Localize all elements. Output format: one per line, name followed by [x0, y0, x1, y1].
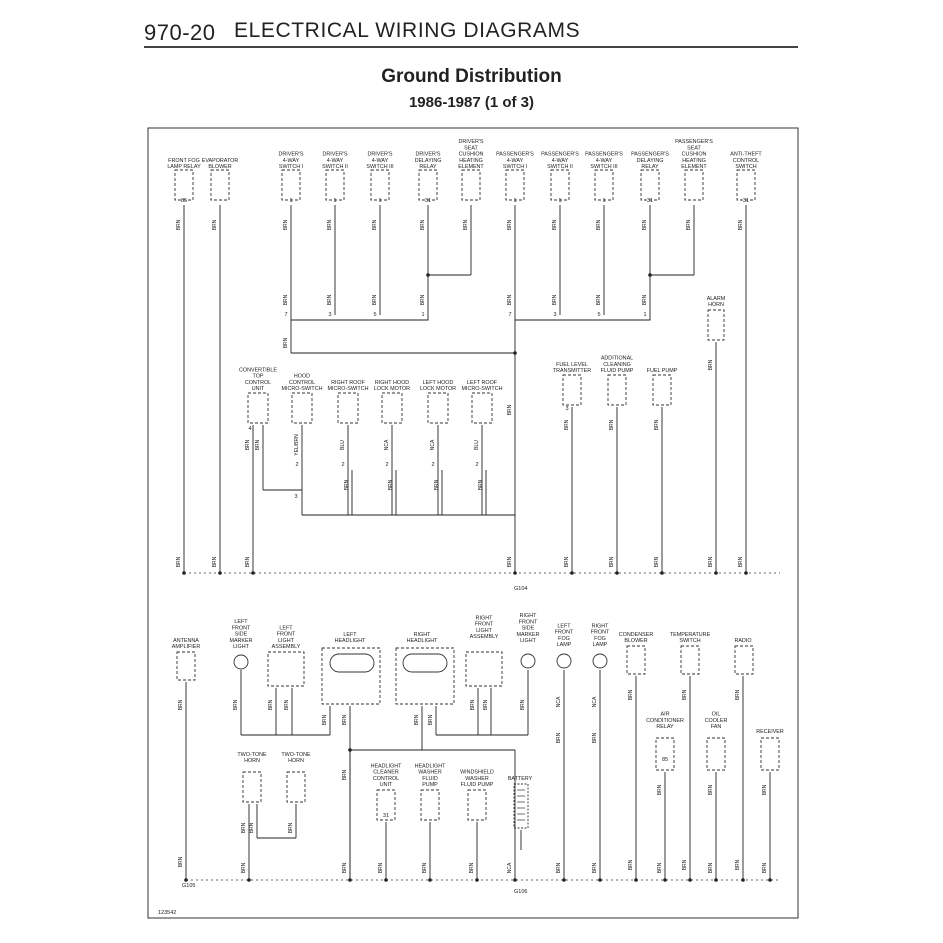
- wire-color-label: NCA: [556, 696, 562, 708]
- mid-component-label: HOOD CONTROL MICRO-SWITCH: [281, 373, 323, 392]
- wire-color-label: BRN: [654, 419, 660, 431]
- ground-terminal: [384, 878, 388, 882]
- ground-terminal: [714, 878, 718, 882]
- wire-color-label: BRN: [327, 219, 333, 231]
- wire-color-label: BRN: [552, 294, 558, 306]
- diagram-subtitle: 1986-1987 (1 of 3): [408, 94, 535, 111]
- junction-dot: [648, 273, 652, 277]
- lamp-symbol: [593, 654, 607, 668]
- wire-color-label: NCA: [592, 696, 598, 708]
- top-component-label: DRIVER'S DELAYING RELAY: [414, 151, 442, 170]
- wire-color-label: BRN: [241, 862, 247, 874]
- wire-color-label: BRN: [552, 219, 558, 231]
- component-box: [287, 772, 305, 802]
- bottom-component-label: TWO-TONE HORN: [237, 751, 267, 764]
- ground-terminal: [428, 878, 432, 882]
- top-component-label: PASSENGER'S 4-WAY SWITCH III: [585, 151, 623, 170]
- junction-dot: [513, 351, 517, 355]
- ground-terminal: [744, 571, 748, 575]
- wire-color-label: BRN: [592, 732, 598, 744]
- lamp-symbol: [521, 654, 535, 668]
- wire-color-label: BRN: [212, 219, 218, 231]
- wire-color-label: BRN: [178, 699, 184, 711]
- ground-terminal: [634, 878, 638, 882]
- wire-color-label: YEL/BRN: [294, 434, 300, 456]
- pin-number: 85: [661, 757, 669, 763]
- wire-color-label: BRN: [463, 219, 469, 231]
- ground-terminal: [714, 571, 718, 575]
- wire-color-label: BRN: [233, 699, 239, 711]
- top-component-label: PASSENGER'S DELAYING RELAY: [631, 151, 669, 170]
- top-component-box: [685, 170, 703, 200]
- wire-color-label: BRN: [642, 294, 648, 306]
- wire-color-label: BRN: [176, 219, 182, 231]
- ground-terminal: [475, 878, 479, 882]
- diagram-frame: [148, 128, 798, 918]
- junction-dot: [348, 748, 352, 752]
- headlight-symbol: [330, 654, 374, 672]
- pin-number: 1: [513, 198, 517, 204]
- diagram-title: Ground Distribution: [381, 66, 562, 87]
- component-box: [681, 646, 699, 674]
- wire-color-label: BRN: [564, 556, 570, 568]
- headlight-symbol: [403, 654, 447, 672]
- wire-color-label: BRN: [592, 862, 598, 874]
- wire-color-label: BRN: [372, 219, 378, 231]
- mid-component-box: [472, 393, 492, 423]
- pin-number: 85: [180, 198, 188, 204]
- ground-terminal: [562, 878, 566, 882]
- ground-g104: G104: [514, 586, 528, 592]
- component-box: [656, 738, 674, 770]
- wire-color-label: BRN: [420, 219, 426, 231]
- mid-component-label: RIGHT HOOD LOCK MOTOR: [373, 379, 411, 392]
- wire-color-label: BRN: [483, 699, 489, 711]
- wire-color-label: BRN: [178, 856, 184, 868]
- component-box: [268, 652, 304, 686]
- bottom-component-label: RADIO: [734, 638, 752, 644]
- top-component-box: [506, 170, 524, 200]
- ground-terminal: [247, 878, 251, 882]
- wire-color-label: BRN: [609, 556, 615, 568]
- ground-g105: G105: [182, 883, 196, 889]
- component-box: [466, 652, 502, 686]
- top-component-label: FRONT FOG LAMP RELAY: [167, 157, 201, 170]
- wire-color-label: BRN: [682, 859, 688, 871]
- component-box: [396, 648, 454, 704]
- top-component-label: DRIVER'S SEAT CUSHION HEATING ELEMENT: [458, 139, 484, 170]
- wire-color-label: NCA: [384, 439, 390, 451]
- top-component-box: [211, 170, 229, 200]
- wire-color-label: BRN: [283, 337, 289, 349]
- top-component-label: EVAPORATOR BLOWER: [201, 157, 239, 170]
- pin-number: 3: [294, 494, 298, 500]
- wire-color-label: BRN: [708, 784, 714, 796]
- pin-number: 2: [385, 462, 389, 468]
- bottom-component-label: BATTERY: [507, 776, 533, 782]
- battery-symbol: [514, 784, 528, 828]
- pin-number: 2: [341, 462, 345, 468]
- wire-color-label: BRN: [469, 862, 475, 874]
- wire-segment: [515, 315, 650, 320]
- mid-component-box: [292, 393, 312, 423]
- page-number: 970-20: [144, 20, 216, 45]
- lamp-symbol: [557, 654, 571, 668]
- top-component-box: [282, 170, 300, 200]
- ground-terminal: [182, 571, 186, 575]
- ground-terminal-g104: [513, 571, 517, 575]
- bottom-component-label: AIR CONDITIONER RELAY: [646, 711, 684, 730]
- ground-terminal: [218, 571, 222, 575]
- wire-color-label: NCA: [430, 439, 436, 451]
- component-box: [735, 646, 753, 674]
- bottom-component-label: RIGHT FRONT FOG LAMP: [590, 623, 610, 648]
- wire-color-label: BRN: [708, 862, 714, 874]
- top-component-label: ANTI-THEFT CONTROL SWITCH: [730, 151, 762, 170]
- wire-color-label: BRN: [738, 219, 744, 231]
- wire-color-label: BRN: [212, 556, 218, 568]
- wire-color-label: BRN: [507, 404, 513, 416]
- pin-number: 31: [424, 198, 432, 204]
- wire-color-label: BRN: [288, 822, 294, 834]
- ground-terminal: [663, 878, 667, 882]
- top-component-label: PASSENGER'S 4-WAY SWITCH I: [496, 151, 534, 170]
- pin-number: 31: [742, 198, 750, 204]
- wire-color-label: BRN: [241, 822, 247, 834]
- pin-number: 4: [248, 426, 252, 432]
- wire-color-label: BRN: [735, 689, 741, 701]
- ground-terminal-g105: [184, 878, 188, 882]
- wire-color-label: BRN: [249, 822, 255, 834]
- ground-terminal: [251, 571, 255, 575]
- wire-color-label: BRN: [414, 714, 420, 726]
- wire-color-label: BRN: [628, 859, 634, 871]
- wire-color-label: BLU: [340, 440, 346, 450]
- wire-color-label: BRN: [556, 862, 562, 874]
- wire-color-label: BRN: [268, 699, 274, 711]
- mid-component-box: [338, 393, 358, 423]
- ground-g106: G106: [514, 889, 528, 895]
- wire-color-label: BRN: [609, 419, 615, 431]
- mid-component-label: FUEL PUMP: [646, 368, 678, 374]
- mid-component-label: ALARM HORN: [706, 295, 726, 308]
- pin-number: 1: [643, 312, 647, 318]
- mid-component-box: [708, 310, 724, 340]
- mid-component-label: LEFT ROOF MICRO-SWITCH: [461, 379, 503, 392]
- pin-number: 3: [328, 312, 332, 318]
- pin-number: 1: [289, 198, 293, 204]
- mid-component-label: LEFT HOOD LOCK MOTOR: [419, 379, 457, 392]
- pin-number: 1: [558, 198, 562, 204]
- figure-code: 123542: [158, 910, 177, 916]
- wire-color-label: BRN: [657, 784, 663, 796]
- ground-terminal: [768, 878, 772, 882]
- wire-color-label: BRN: [596, 294, 602, 306]
- component-box: [707, 738, 725, 770]
- pin-number: 1: [333, 198, 337, 204]
- wire-color-label: BRN: [176, 556, 182, 568]
- bottom-component-label: CONDENSER BLOWER: [618, 631, 654, 644]
- pin-number: 5: [597, 312, 601, 318]
- wire-color-label: BRN: [342, 714, 348, 726]
- pin-number: 2: [431, 462, 435, 468]
- bottom-component-label: ANTENNA AMPLIFIER: [171, 637, 201, 650]
- wire-color-label: BRN: [556, 732, 562, 744]
- component-box: [243, 772, 261, 802]
- mid-component-box: [608, 375, 626, 405]
- wire-color-label: BRN: [283, 219, 289, 231]
- component-box: [761, 738, 779, 770]
- mid-component-label: FUEL LEVEL TRANSMITTER: [552, 361, 592, 374]
- bottom-component-label: HEADLIGHT WASHER FLUID PUMP: [414, 763, 446, 788]
- top-component-box: [551, 170, 569, 200]
- ground-terminal: [570, 571, 574, 575]
- bottom-component-label: LEFT FRONT FOG LAMP: [554, 623, 574, 648]
- mid-component-box: [382, 393, 402, 423]
- pin-number: 1: [421, 312, 425, 318]
- wire-color-label: BRN: [507, 556, 513, 568]
- ground-terminal-g106: [513, 878, 517, 882]
- wire-color-label: BRN: [708, 359, 714, 371]
- wire-color-label: BRN: [470, 699, 476, 711]
- top-component-box: [419, 170, 437, 200]
- pin-number: 31: [646, 198, 654, 204]
- mid-component-box: [653, 375, 671, 405]
- bottom-component-label: TWO-TONE HORN: [281, 751, 311, 764]
- junction-dot: [426, 273, 430, 277]
- mid-component-label: RIGHT ROOF MICRO-SWITCH: [327, 379, 369, 392]
- pin-number: 3: [565, 406, 569, 412]
- wire-color-label: BRN: [507, 219, 513, 231]
- wire-color-label: BRN: [738, 556, 744, 568]
- bottom-component-label: OIL COOLER FAN: [704, 711, 728, 730]
- bottom-component-label: RIGHT FRONT LIGHT ASSEMBLY: [469, 615, 499, 640]
- wire-color-label: BRN: [657, 862, 663, 874]
- wire-color-label: BRN: [372, 294, 378, 306]
- component-box: [468, 790, 486, 820]
- top-component-label: PASSENGER'S SEAT CUSHION HEATING ELEMENT: [675, 139, 713, 170]
- wire-color-label: BRN: [596, 219, 602, 231]
- wire-color-label: BRN: [327, 294, 333, 306]
- top-component-box: [641, 170, 659, 200]
- component-box: [627, 646, 645, 674]
- mid-component-box: [563, 375, 581, 405]
- wire-color-label: BRN: [255, 439, 261, 451]
- wire-color-label: BRN: [654, 556, 660, 568]
- top-component-label: DRIVER'S 4-WAY SWITCH II: [322, 151, 348, 170]
- top-component-label: DRIVER'S 4-WAY SWITCH I: [278, 151, 304, 170]
- mid-component-box: [428, 393, 448, 423]
- bottom-component-label: WINDSHIELD WASHER FLUID PUMP: [460, 769, 494, 788]
- bottom-component-label: RIGHT FRONT SIDE MARKER LIGHT: [516, 613, 540, 644]
- wire-color-label: BRN: [378, 862, 384, 874]
- wire-color-label: BRN: [422, 862, 428, 874]
- top-component-box: [326, 170, 344, 200]
- ground-terminal: [615, 571, 619, 575]
- pin-number: 1: [378, 198, 382, 204]
- wire-color-label: BRN: [420, 294, 426, 306]
- wire-color-label: BRN: [735, 859, 741, 871]
- wire-color-label: BRN: [628, 689, 634, 701]
- top-component-label: PASSENGER'S 4-WAY SWITCH II: [541, 151, 579, 170]
- wire-color-label: BRN: [762, 862, 768, 874]
- top-component-box: [371, 170, 389, 200]
- bottom-component-label: RECEIVER: [756, 729, 784, 735]
- mid-component-label: ADDITIONAL CLEANING FLUID PUMP: [600, 355, 634, 374]
- mid-component-label: CONVERTIBLE TOP CONTROL UNIT: [239, 367, 277, 392]
- wire-color-label: BRN: [388, 479, 394, 491]
- top-component-box: [595, 170, 613, 200]
- ground-terminal: [348, 878, 352, 882]
- wire-color-label: NCA: [507, 862, 513, 874]
- section-title: ELECTRICAL WIRING DIAGRAMS: [234, 19, 581, 42]
- wire-color-label: BRN: [762, 784, 768, 796]
- bottom-component-label: LEFT HEADLIGHT: [334, 631, 366, 644]
- top-component-box: [462, 170, 480, 200]
- wire-color-label: BRN: [564, 419, 570, 431]
- top-component-box: [737, 170, 755, 200]
- ground-terminal: [688, 878, 692, 882]
- component-box: [177, 652, 195, 680]
- wire-color-label: BLU: [474, 440, 480, 450]
- ground-terminal: [741, 878, 745, 882]
- pin-number: 7: [508, 312, 512, 318]
- wire-color-label: BRN: [283, 294, 289, 306]
- bottom-component-label: RIGHT HEADLIGHT: [406, 631, 438, 644]
- wire-color-label: BRN: [245, 439, 251, 451]
- wire-color-label: BRN: [642, 219, 648, 231]
- ground-terminal: [660, 571, 664, 575]
- component-box: [421, 790, 439, 820]
- wire-color-label: BRN: [284, 699, 290, 711]
- wire-color-label: BRN: [434, 479, 440, 491]
- mid-component-box: [248, 393, 268, 423]
- pin-number: 3: [553, 312, 557, 318]
- wire-color-label: BRN: [342, 862, 348, 874]
- wire-color-label: BRN: [342, 769, 348, 781]
- bottom-component-label: LEFT FRONT LIGHT ASSEMBLY: [271, 625, 301, 650]
- bottom-component-label: HEADLIGHT CLEANER CONTROL UNIT: [370, 763, 402, 788]
- wire-color-label: BRN: [507, 294, 513, 306]
- wire-color-label: BRN: [478, 479, 484, 491]
- wire-color-label: BRN: [322, 714, 328, 726]
- wire-color-label: BRN: [428, 714, 434, 726]
- bottom-component-label: LEFT FRONT SIDE MARKER LIGHT: [229, 619, 253, 650]
- pin-number: 1: [602, 198, 606, 204]
- wire-color-label: BRN: [686, 219, 692, 231]
- wire-color-label: BRN: [245, 556, 251, 568]
- wire-color-label: BRN: [520, 699, 526, 711]
- bottom-component-label: TEMPERATURE SWITCH: [669, 631, 711, 644]
- top-component-box: [175, 170, 193, 200]
- ground-terminal: [598, 878, 602, 882]
- lamp-symbol: [234, 655, 248, 669]
- pin-number: 5: [373, 312, 377, 318]
- pin-number: 7: [284, 312, 288, 318]
- wire-color-label: BRN: [344, 479, 350, 491]
- pin-number: 2: [475, 462, 479, 468]
- pin-number: 2: [295, 462, 299, 468]
- wire-segment: [291, 315, 428, 320]
- wire-color-label: BRN: [682, 689, 688, 701]
- wire-color-label: BRN: [708, 556, 714, 568]
- top-component-label: DRIVER'S 4-WAY SWITCH III: [366, 151, 394, 170]
- pin-number: 31: [382, 813, 390, 819]
